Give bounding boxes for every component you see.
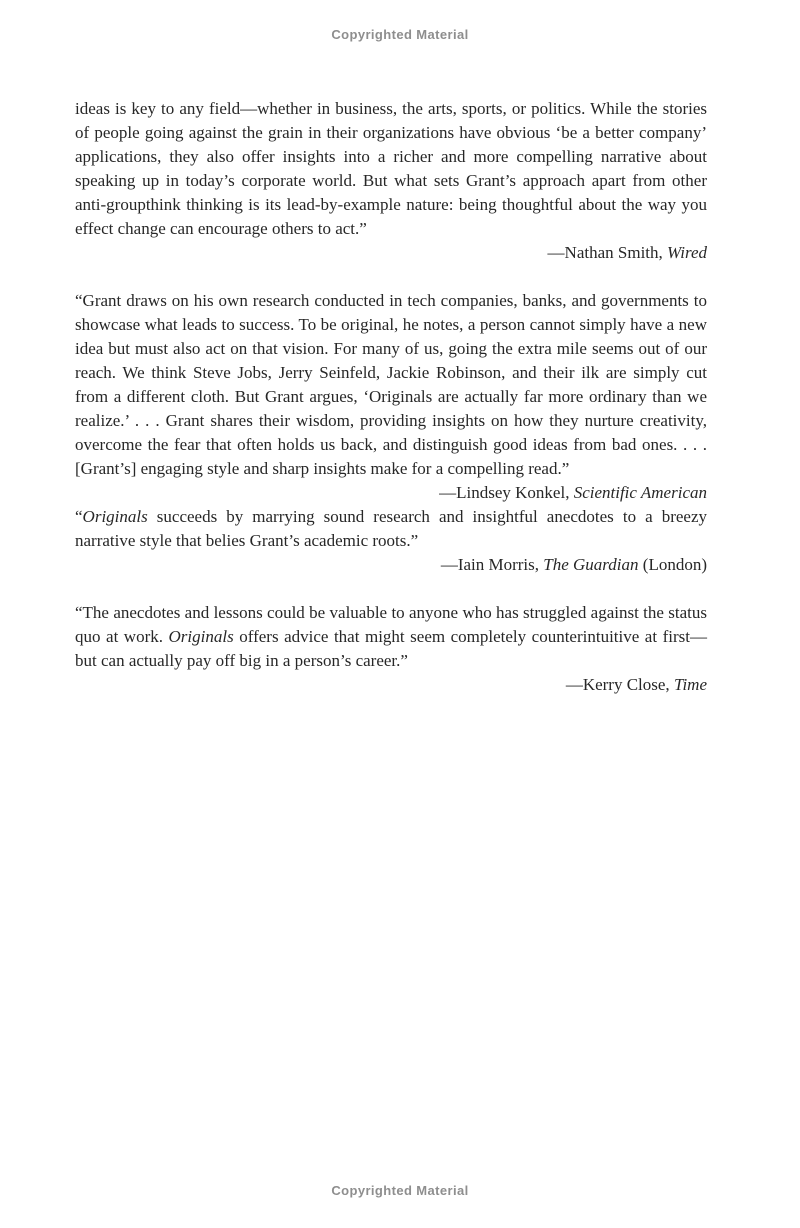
review-quote xyxy=(75,601,707,673)
review-attribution xyxy=(75,673,707,697)
review-text-segment: —Iain Morris, xyxy=(440,555,544,574)
review-quote xyxy=(75,97,707,241)
copyright-notice-top: Copyrighted Material xyxy=(331,27,469,42)
publication-name: Time xyxy=(673,675,707,694)
publication-name: Originals xyxy=(168,627,234,646)
review-text-segment: succeeds by marrying sound research and insightful anecdotes to a breezy narrative style that belies Grant’s academic roots.” xyxy=(75,507,707,550)
publication-name: Scientific American xyxy=(573,483,707,502)
review-quote xyxy=(75,289,707,502)
review-item xyxy=(75,97,707,265)
review-text-segment: —Kerry Close, xyxy=(565,675,674,694)
review-quote xyxy=(75,505,707,553)
publication-name: Wired xyxy=(667,243,707,262)
review-item xyxy=(75,505,707,577)
review-text-segment: offers advice that might seem completely counterintuitive at first—but can actually pay off big in a person’s career.” xyxy=(75,627,707,670)
review-item xyxy=(75,601,707,697)
publication-name: Originals xyxy=(82,507,148,526)
review-text-segment: “The anecdotes and lessons could be valuable to anyone who has struggled against the status quo at work. xyxy=(75,603,707,646)
review-text-segment: ideas is key to any field—whether in business, the arts, sports, or politics. While the stories of people going against the grain in their organizations have obvious ‘be a better company’ applications, they also offer insights into a richer and more compelling narrative about speaking up in today’s corporate world. But what sets Grant’s approach apart from other anti-groupthink thinking is its lead-by-example nature: being thoughtful about the way you effect change can encourage others to act.” xyxy=(75,99,707,238)
review-text-segment: —Lindsey Konkel, xyxy=(439,483,574,502)
review-text-segment: “Grant draws on his own research conducted in tech companies, banks, and governments to showcase what leads to success. To be original, he notes, a person cannot simply have a new idea but must also act on that vision. For many of us, going the extra mile seems out of our reach. We think Steve Jobs, Jerry Seinfeld, Jackie Robinson, and their ilk are simply cut from a different cloth. But Grant argues, ‘Originals are actually far more ordinary than we realize.’ . . . Grant shares their wisdom, providing insights on how they nurture creativity, overcome the fear that often holds us back, and distinguish good ideas from bad ones. . . . [Grant’s] engaging style and sharp insights make for a compelling read.” xyxy=(75,291,707,478)
review-item xyxy=(75,289,707,502)
review-attribution xyxy=(75,241,707,265)
review-attribution xyxy=(75,553,707,577)
publication-name: The Guardian xyxy=(543,555,639,574)
review-text-segment: —Nathan Smith, xyxy=(547,243,668,262)
review-attribution xyxy=(439,481,707,505)
review-text-segment: “ xyxy=(75,507,83,526)
reviews-list xyxy=(75,97,707,721)
copyright-notice-bottom: Copyrighted Material xyxy=(331,1183,469,1198)
review-text-segment: (London) xyxy=(638,555,707,574)
